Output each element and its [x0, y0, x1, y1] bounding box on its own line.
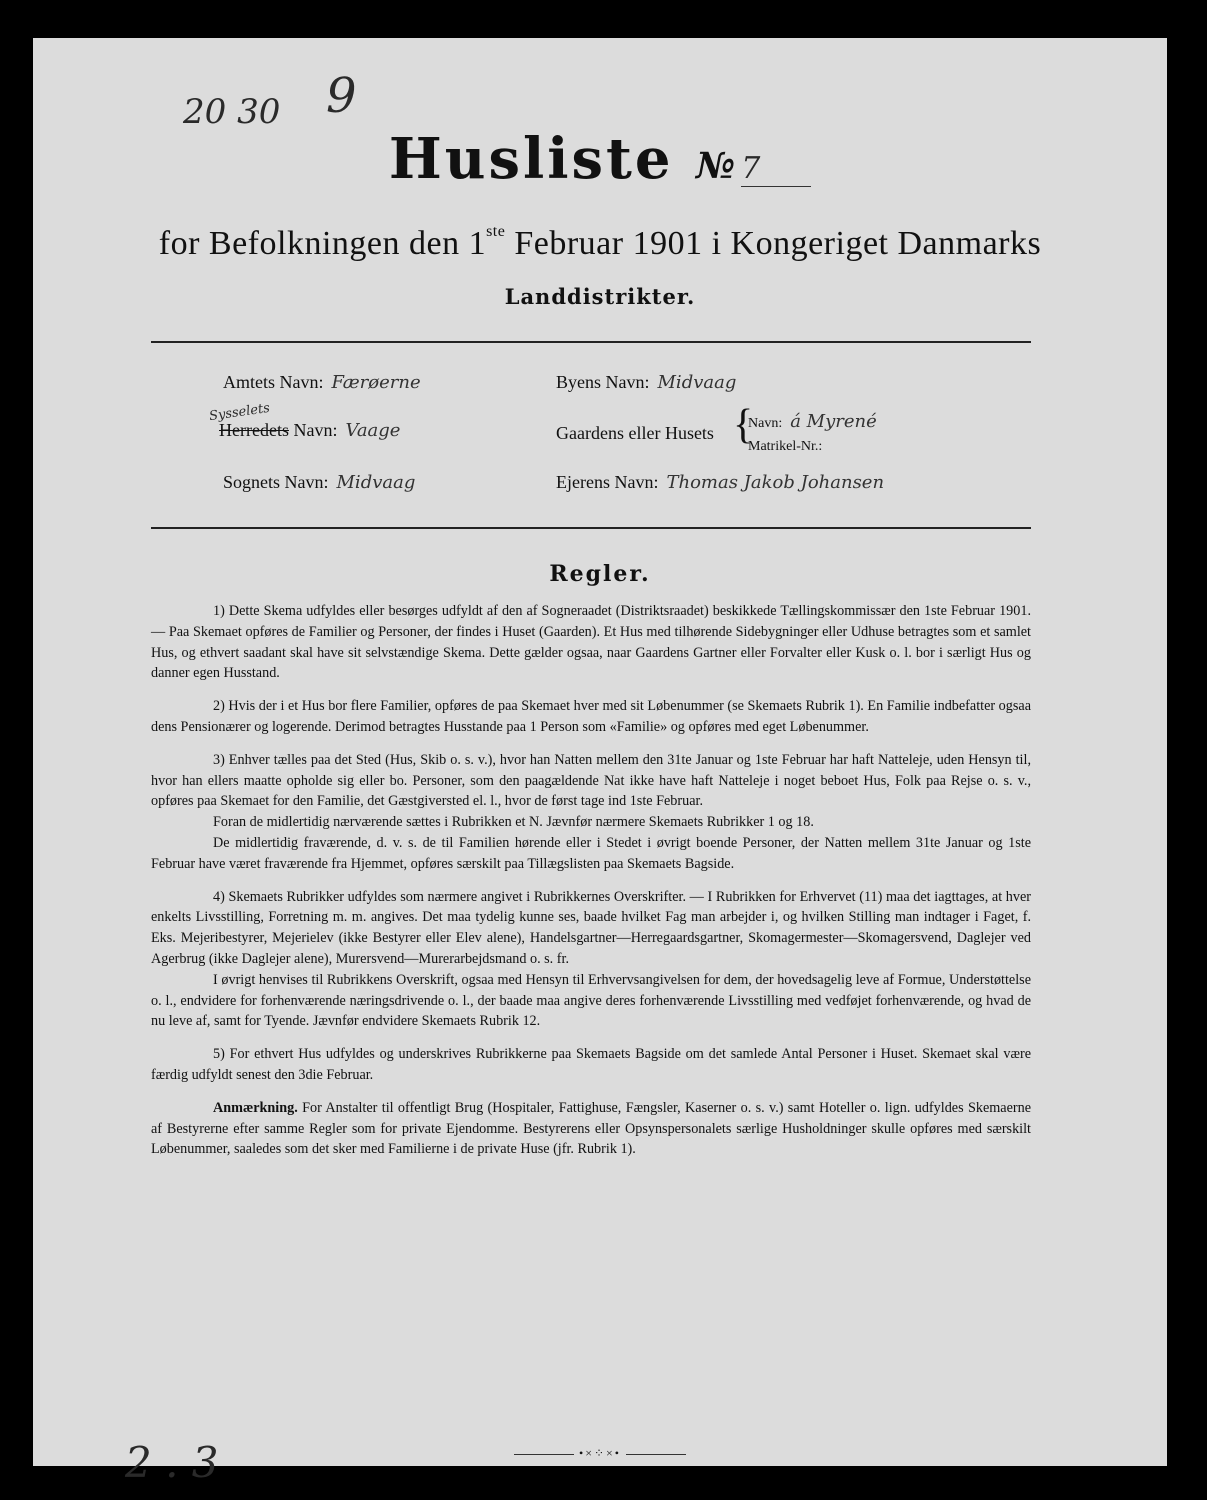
divider-bottom: [151, 527, 1031, 529]
rule-paragraph: 2) Hvis der i et Hus bor flere Familier, opføres de paa Skemaet hver med sit Løbenummer (se Skemaets Rubrik 1). En Familie indbefatter ogsaa dens Pensionærer og logerende. Derimod betragtes Husstande paa 1 Person som «Familie» og opføres med eget Løbenummer.: [151, 698, 1031, 735]
ornament-line-left: [514, 1454, 574, 1455]
amt-label: Amtets Navn:: [223, 372, 324, 392]
herred-label-struck: Herredets: [219, 420, 289, 440]
rule-paragraph: De midlertidig fraværende, d. v. s. de til Familien hørende eller i Stedet i øvrigt boende Personer, der Natten mellem 31te Januar og 1ste Februar have været fraværende fra Hjemmet, opføres særskilt paa Tillægslisten paa Skemaets Bagside.: [151, 834, 1031, 872]
herred-annotation: Sysselets: [208, 400, 271, 425]
subtitle-part-1: for Befolkningen den 1: [158, 225, 487, 262]
ejer-value: Thomas Jakob Johansen: [666, 472, 885, 493]
gaard-navn-value: á Myrené: [790, 411, 877, 432]
census-form-page: [33, 38, 1167, 1487]
form-title: [33, 126, 1167, 192]
handwritten-bottom-numbers: 2 . 3: [125, 1438, 219, 1487]
note-text: For Anstalter til offentligt Brug (Hospitaler, Fattighuse, Fængsler, Kaserner o. s. v.) samt Hoteller o. lign. udfyldes Skemaerne af Bestyrerne efter samme Regler som for private Ejendomme. Bestyrerens eller Opsynspersonalets særlige Husholdninger skulle opføres med særskilt Løbenummer, saaledes som det sker med Familierne i de private Huse (jfr. Rubrik 1).: [151, 1099, 1031, 1158]
gaard-label: Gaardens eller Husets: [556, 423, 714, 443]
rules-body: [151, 601, 1031, 1160]
herred-field: [219, 420, 400, 441]
subtitle-superscript: ste: [486, 223, 506, 240]
rule-paragraph: Foran de midlertidig nærværende sættes i Rubrikken et N. Jævnfør nærmere Skemaets Rubrikker 1 og 18.: [213, 814, 814, 831]
note-label: Anmærkning.: [213, 1099, 298, 1116]
sogn-field: [223, 472, 415, 493]
ornament-line-right: [626, 1454, 686, 1455]
form-district-type: Landdistrikter.: [504, 284, 696, 309]
by-label: Byens Navn:: [556, 372, 650, 392]
rule-paragraph: 1) Dette Skema udfyldes eller besørges udfyldt af den af Sogneraadet (Distriktsraadet) beskikkede Tællingskommissær den 1ste Februar 1901. — Paa Skemaet opføres de Familier og Personer, der findes i Huset (Gaarden). Et Hus med tilhørende Sidebygninger eller Udhuse betragtes som et samlet Hus, og ethvert saadant skal have sit selvstændige Skema. Dette gælder ogsaa, naar Gaardens Gartner eller Forvalter eller Kusk o. l. bor i særligt Hus og danner egen Husstand.: [151, 603, 1031, 682]
handwritten-archive-numbers: 20 30: [183, 92, 281, 132]
rule-paragraph: 4) Skemaets Rubrikker udfyldes som nærmere angivet i Rubrikkernes Overskrifter. — I Rubrikken for Erhvervet (11) maa det iagttages, at hver enkelts Livsstilling, Forretning m. m. angives. Det maa tydelig kunne ses, baade hvilket Fag man arbejder i, og hvilken Stilling man indtager i Faget, f. Eks. Mejeribestyrer, Mejerielev (ikke Bestyrer eller Elev alene), Handelsgartner—Herregaardsgartner, Skomagermester—Skomagersvend, Daglejer ved Agerbrug (ikke Daglejer alene), Murersvend—Murerarbejdsmand o. s. fr.: [151, 888, 1031, 967]
subtitle-part-2: Februar 1901 i Kongeriget Danmarks: [505, 225, 1042, 262]
gaard-navn-label: Navn:: [748, 416, 783, 431]
gaard-brace: {: [733, 402, 754, 448]
rule-paragraph: I øvrigt henvises til Rubrikkens Overskrift, ogsaa med Hensyn til Erhvervsangivelsen for dem, der hovedsagelig leve af Formue, Understøttelse o. l., endvidere for forhenværende næringsdrivende o. l., der baade maa angive deres forhenværende Livsstilling med vedføjet forhenværende, og hvad de nu leve af, samt for Tyende. Jævnfør endvidere Skemaets Rubrik 12.: [151, 971, 1031, 1030]
by-field: [556, 372, 736, 393]
amt-field: [223, 372, 421, 393]
rule-paragraph: 3) Enhver tælles paa det Sted (Hus, Skib o. s. v.), hvor han Natten mellem den 31te Januar og 1ste Februar har haft Natteleje, uden Hensyn til, hvor han ellers maatte opholde sig eller bo. Personer, som den paagældende Nat ikke have haft Natteleje i noget beboet Hus, Folk paa Rejse o. s. v., opføres paa Skemaet for den Familie, det Gæstgiversted el. l., hvor de først tage ind 1ste Februar.: [151, 751, 1031, 810]
by-value: Midvaag: [657, 372, 737, 393]
sogn-label: Sognets Navn:: [223, 472, 329, 492]
note-paragraph: [151, 1098, 1031, 1160]
handwritten-archive-digit: 9: [326, 68, 357, 124]
form-subtitle: [33, 223, 1167, 263]
ejer-label: Ejerens Navn:: [556, 472, 659, 492]
divider-top: [151, 341, 1031, 343]
herred-value: Vaage: [345, 420, 401, 441]
matrikel-label: Matrikel-Nr.:: [748, 439, 823, 454]
herred-label: Navn:: [288, 420, 338, 440]
gaard-navn-field: [748, 411, 877, 432]
list-number: 7: [741, 151, 811, 187]
amt-value: Færøerne: [331, 372, 421, 393]
ejer-field: [556, 472, 884, 493]
form-title-text: Husliste: [388, 126, 674, 192]
ornament-glyph: •×⁘×•: [579, 1446, 621, 1460]
rules-heading: Regler.: [549, 561, 651, 587]
rule-paragraph: 5) For ethvert Hus udfyldes og underskrives Rubrikkerne paa Skemaets Bagside om det samlede Antal Personer i Huset. Skemaet skal være færdig udfyldt senest den 3die Februar.: [151, 1046, 1031, 1083]
sogn-value: Midvaag: [336, 472, 416, 493]
number-symbol: №: [696, 145, 736, 187]
